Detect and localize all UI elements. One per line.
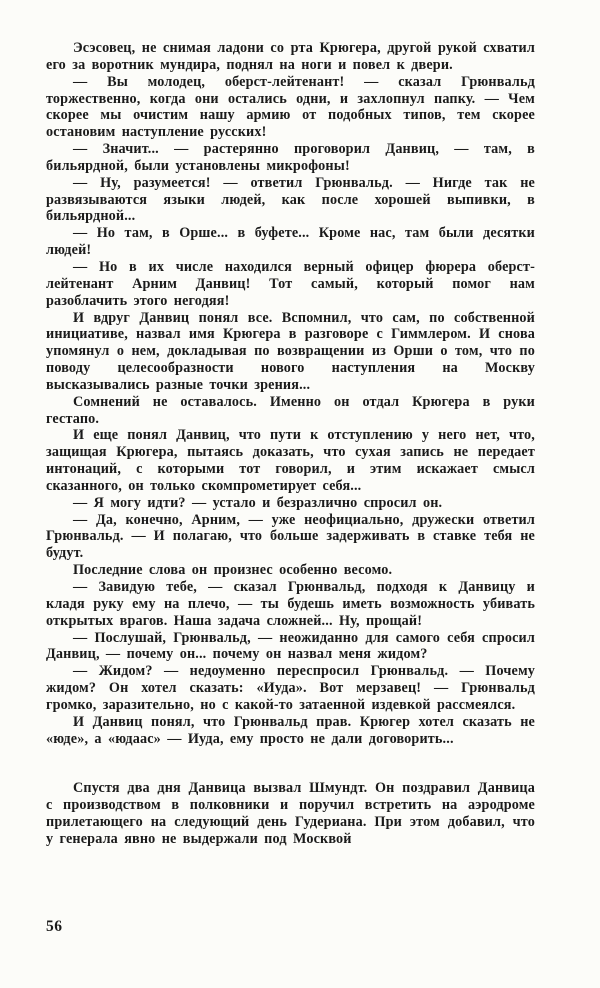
paragraph: Спустя два дня Данвица вызвал Шмундт. Он поздравил Данвица с производством в полковники и поручил встретить на аэродроме прилетающего на следующий день Гудериана. При этом добавил, что у генерала явно не выдержали под Москвой <box>46 780 535 847</box>
paragraph: И Данвиц понял, что Грюнвальд прав. Крюгер хотел сказать не «юде», а «юдаас» — Иуда, ему просто не дали договорить... <box>46 713 535 747</box>
paragraph: — Жидом? — недоуменно переспросил Грюнвальд. — Почему жидом? Он хотел сказать: «Иуда». Вот мерзавец! — Грюнвальд громко, заразительно, но с какой-то затаенной издевкой рассмеялся. <box>46 663 535 713</box>
paragraph: — Послушай, Грюнвальд, — неожиданно для самого себя спросил Данвиц, — почему он... почему он назвал меня жидом? <box>46 629 535 663</box>
paragraph: — Но там, в Орше... в буфете... Кроме нас, там были десятки людей! <box>46 225 535 259</box>
section-2 <box>46 780 535 847</box>
section-break <box>46 747 535 780</box>
section-1 <box>46 40 535 747</box>
paragraph: — Завидую тебе, — сказал Грюнвальд, подходя к Данвицу и кладя руку ему на плечо, — ты будешь иметь возможность убивать открытых врагов. Наша задача сложней... Ну, прощай! <box>46 579 535 629</box>
paragraph: Сомнений не оставалось. Именно он отдал Крюгера в руки гестапо. <box>46 393 535 427</box>
paragraph: — Я могу идти? — устало и безразлично спросил он. <box>73 494 443 511</box>
paragraph: Эсэсовец, не снимая ладони со рта Крюгера, другой рукой схватил его за воротник мундира, поднял на ноги и повел к двери. <box>46 40 535 73</box>
paragraph: — Вы молодец, оберст-лейтенант! — сказал Грюнвальд торжественно, когда они остались одни, и захлопнул папку. — Чем скорее мы очистим нашу армию от подобных типов, тем скорее остановим наступление русских! <box>46 73 535 141</box>
paragraph: — Ну, разумеется! — ответил Грюнвальд. — Нигде так не развязываются языки людей, как после хорошей выпивки, в бильярдной... <box>46 174 535 225</box>
page-number: 56 <box>46 918 63 935</box>
text-column <box>46 40 535 848</box>
paragraph: И еще понял Данвиц, что пути к отступлению у него нет, что, защищая Крюгера, пытаясь доказать, что сухая запись не передает интонаций, с которыми тот говорил, и этим искажает смысл сказанного, он только скомпрометирует себя... <box>46 427 535 494</box>
paragraph: — Значит... — растерянно проговорил Данвиц, — там, в бильярдной, были установлены микрофоны! <box>46 141 535 174</box>
paragraph: И вдруг Данвиц понял все. Вспомнил, что сам, по собственной инициативе, назвал имя Крюгера в разговоре с Гиммлером. И снова упомянул о нем, докладывая по возвращении из Орши о том, что по поводу целесообразности нового наступления на Москву высказывались разные точки зрения... <box>46 309 535 393</box>
paragraph: — Но в их числе находился верный офицер фюрера оберст-лейтенант Арним Данвиц! Тот самый, который помог нам разоблачить этого негодяя! <box>46 258 535 309</box>
paragraph: — Да, конечно, Арним, — уже неофициально, дружески ответил Грюнвальд. — И полагаю, что больше задерживать в ставке тебя не будут. <box>46 511 535 562</box>
paragraph: Последние слова он произнес особенно весомо. <box>73 562 393 579</box>
